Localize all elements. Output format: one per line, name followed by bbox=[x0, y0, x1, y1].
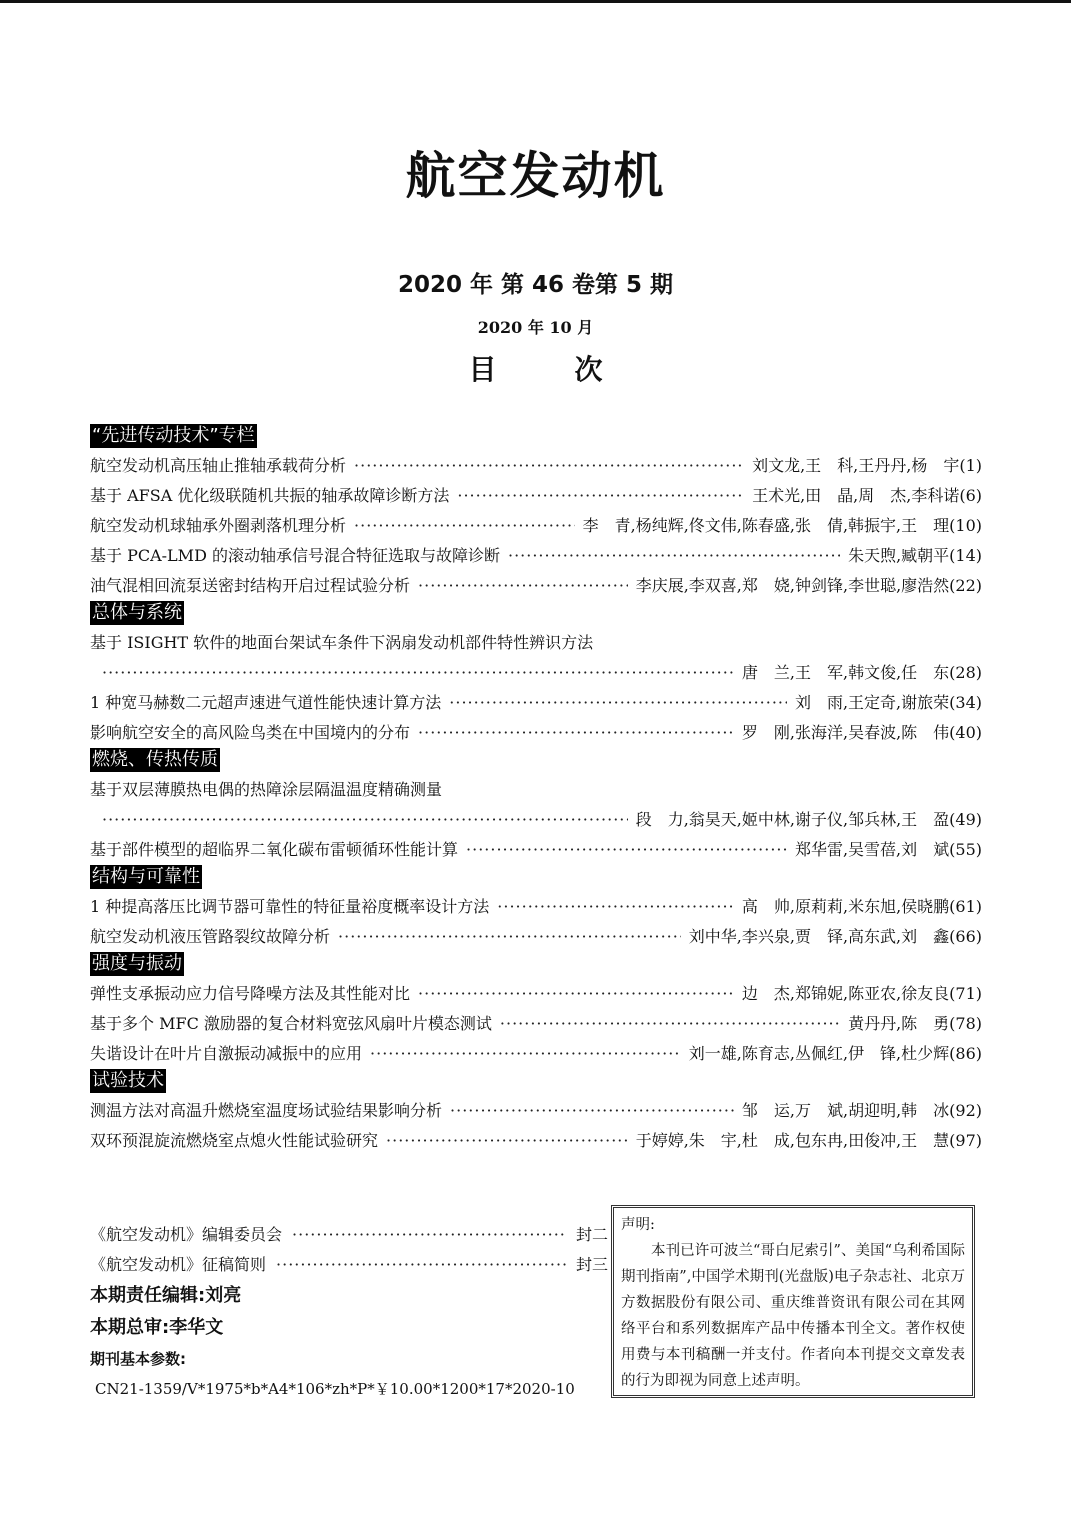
top-rule bbox=[0, 0, 1071, 3]
entry-authors: 刘中华,李兴泉,贾 铎,高东武,刘 鑫(66) bbox=[688, 927, 982, 946]
entry-title: 油气混相回流泵送密封结构开启过程试验分析 bbox=[90, 576, 411, 595]
entry-authors: 李庆展,李双喜,郑 娆,钟剑锋,李世聪,廖浩然(22) bbox=[635, 576, 982, 595]
toc-entry[interactable] bbox=[90, 1009, 982, 1039]
dot-leader bbox=[276, 1250, 566, 1280]
issue-line: 2020 年 第 46 卷第 5 期 bbox=[397, 272, 674, 298]
dot-leader bbox=[338, 922, 681, 952]
dot-leader bbox=[457, 481, 744, 511]
toc-entry[interactable] bbox=[90, 892, 982, 922]
entry-title: 基于部件模型的超临界二氧化碳布雷顿循环性能计算 bbox=[90, 840, 459, 859]
toc-entry[interactable] bbox=[90, 775, 982, 835]
toc-entry[interactable] bbox=[90, 835, 982, 865]
entry-title: 测温方法对高温升燃烧室温度场试验结果影响分析 bbox=[90, 1101, 443, 1120]
entry-title: 1 种提高落压比调节器可靠性的特征量裕度概率设计方法 bbox=[90, 897, 490, 916]
entry-authors: 刘 雨,王定奇,谢旅荣(34) bbox=[794, 693, 982, 712]
dot-leader bbox=[449, 688, 787, 718]
section-header: 结构与可靠性 bbox=[92, 866, 200, 887]
extra-page: 封二 bbox=[575, 1225, 608, 1244]
toc-entry[interactable] bbox=[90, 688, 982, 718]
reviewer-line: 本期总审:李华文 bbox=[90, 1317, 224, 1338]
section-header: 燃烧、传热传质 bbox=[92, 749, 218, 770]
notice-body: 本刊已许可波兰“哥白尼索引”、美国“乌利希国际期刊指南”,中国学术期刊(光盘版)电子杂志社、北京万方数据股份有限公司、重庆维普资讯有限公司在其网络平台和系列数据库产品中传播本刊全文。著作权使用费与本刊稿酬一并支付。作者向本刊提交文章发表的行为即视为同意上述声明。 bbox=[621, 1243, 965, 1389]
extra-entry[interactable] bbox=[90, 1220, 608, 1250]
dot-leader bbox=[500, 1009, 840, 1039]
entry-authors: 朱天煦,臧朝平(14) bbox=[848, 546, 982, 565]
editor-line: 本期责任编辑:刘亮 bbox=[90, 1285, 242, 1306]
section-header: 强度与振动 bbox=[92, 953, 182, 974]
entry-authors: 段 力,翁昊天,姬中林,谢子仪,邹兵林,王 盈(49) bbox=[635, 810, 982, 829]
entry-authors: 高 帅,原莉莉,米东旭,侯晓鹏(61) bbox=[741, 897, 982, 916]
dot-leader bbox=[508, 541, 840, 571]
entry-authors: 黄丹丹,陈 勇(78) bbox=[848, 1014, 982, 1033]
entry-title: 基于 AFSA 优化级联随机共振的轴承故障诊断方法 bbox=[90, 486, 450, 505]
section-header: 试验技术 bbox=[92, 1070, 164, 1091]
section-header: 总体与系统 bbox=[92, 602, 182, 623]
toc-entry[interactable] bbox=[90, 979, 982, 1009]
toc-entry[interactable] bbox=[90, 571, 982, 601]
entry-authors: 于婷婷,朱 宇,杜 成,包东冉,田俊冲,王 慧(97) bbox=[635, 1131, 982, 1150]
toc-section bbox=[90, 748, 982, 865]
toc-entry[interactable] bbox=[90, 511, 982, 541]
entry-title: 基于多个 MFC 激励器的复合材料宽弦风扇叶片模态测试 bbox=[90, 1014, 492, 1033]
extra-title: 《航空发动机》征稿简则 bbox=[90, 1255, 267, 1274]
dot-leader bbox=[418, 571, 628, 601]
section-header: “先进传动技术”专栏 bbox=[92, 425, 255, 446]
toc-heading-char-2: 次 bbox=[574, 353, 603, 386]
dot-leader bbox=[497, 892, 734, 922]
toc-section bbox=[90, 1069, 982, 1156]
entry-authors: 李 青,杨纯辉,佟文伟,陈春盛,张 倩,韩振宇,王 理(10) bbox=[582, 516, 982, 535]
entry-title: 基于 ISIGHT 软件的地面台架试车条件下涡扇发动机部件特性辨识方法 bbox=[90, 633, 594, 652]
entry-authors: 刘文龙,王 科,王丹丹,杨 宇(1) bbox=[752, 456, 982, 475]
table-of-contents bbox=[90, 424, 982, 1156]
toc-heading-char-1: 目 bbox=[468, 353, 497, 386]
entry-title: 航空发动机高压轴止推轴承载荷分析 bbox=[90, 456, 347, 475]
toc-entry[interactable] bbox=[90, 541, 982, 571]
toc-section bbox=[90, 865, 982, 952]
dot-leader bbox=[370, 1039, 681, 1069]
dot-leader bbox=[102, 805, 628, 835]
toc-section bbox=[90, 424, 982, 601]
entry-authors: 郑华雷,吴雪蓓,刘 斌(55) bbox=[794, 840, 982, 859]
toc-entry[interactable] bbox=[90, 628, 982, 688]
copyright-notice bbox=[611, 1205, 975, 1398]
entry-title: 失谐设计在叶片自激振动减振中的应用 bbox=[90, 1044, 363, 1063]
dot-leader bbox=[354, 511, 575, 541]
entry-title: 航空发动机球轴承外圈剥落机理分析 bbox=[90, 516, 347, 535]
dot-leader bbox=[418, 979, 734, 1009]
entry-title: 双环预混旋流燃烧室点熄火性能试验研究 bbox=[90, 1131, 379, 1150]
extra-entry[interactable] bbox=[90, 1250, 608, 1280]
journal-title: 航空发动机 bbox=[405, 147, 666, 205]
toc-heading bbox=[0, 348, 1071, 388]
entry-authors: 唐 兰,王 军,韩文俊,任 东(28) bbox=[741, 663, 982, 682]
dot-leader bbox=[102, 658, 734, 688]
toc-section bbox=[90, 601, 982, 748]
params-value: CN21-1359/V*1975*b*A4*106*zh*P*￥10.00*1200*17*2020-10 bbox=[95, 1380, 575, 1398]
dot-leader bbox=[450, 1096, 734, 1126]
issue-date: 2020 年 10 月 bbox=[477, 318, 594, 337]
toc-entry[interactable] bbox=[90, 922, 982, 952]
toc-entry[interactable] bbox=[90, 718, 982, 748]
entry-authors: 罗 刚,张海洋,吴春波,陈 伟(40) bbox=[741, 723, 982, 742]
entry-title: 1 种宽马赫数二元超声速进气道性能快速计算方法 bbox=[90, 693, 442, 712]
extra-title: 《航空发动机》编辑委员会 bbox=[90, 1225, 283, 1244]
dot-leader bbox=[466, 835, 787, 865]
extra-page: 封三 bbox=[575, 1255, 608, 1274]
toc-entry[interactable] bbox=[90, 481, 982, 511]
entry-title: 基于双层薄膜热电偶的热障涂层隔温温度精确测量 bbox=[90, 780, 443, 799]
entry-authors: 边 杰,郑锦妮,陈亚农,徐友良(71) bbox=[741, 984, 982, 1003]
toc-entry[interactable] bbox=[90, 1126, 982, 1156]
dot-leader bbox=[386, 1126, 628, 1156]
entry-title: 影响航空安全的高风险鸟类在中国境内的分布 bbox=[90, 723, 411, 742]
dot-leader bbox=[292, 1220, 566, 1250]
entry-authors: 邹 运,万 斌,胡迎明,韩 冰(92) bbox=[741, 1101, 982, 1120]
toc-entry[interactable] bbox=[90, 1039, 982, 1069]
dot-leader bbox=[418, 718, 734, 748]
params-label: 期刊基本参数: bbox=[90, 1350, 186, 1368]
entry-title: 航空发动机液压管路裂纹故障分析 bbox=[90, 927, 331, 946]
bottom-info bbox=[90, 1220, 608, 1404]
toc-section bbox=[90, 952, 982, 1069]
entry-title: 基于 PCA-LMD 的滚动轴承信号混合特征选取与故障诊断 bbox=[90, 546, 500, 565]
dot-leader bbox=[354, 451, 744, 481]
toc-entry[interactable] bbox=[90, 1096, 982, 1126]
entry-authors: 王术光,田 晶,周 杰,李科诺(6) bbox=[752, 486, 982, 505]
toc-entry[interactable] bbox=[90, 451, 982, 481]
entry-title: 弹性支承振动应力信号降噪方法及其性能对比 bbox=[90, 984, 411, 1003]
entry-authors: 刘一雄,陈育志,丛佩红,伊 锋,杜少辉(86) bbox=[688, 1044, 982, 1063]
notice-heading: 声明: bbox=[621, 1217, 655, 1233]
